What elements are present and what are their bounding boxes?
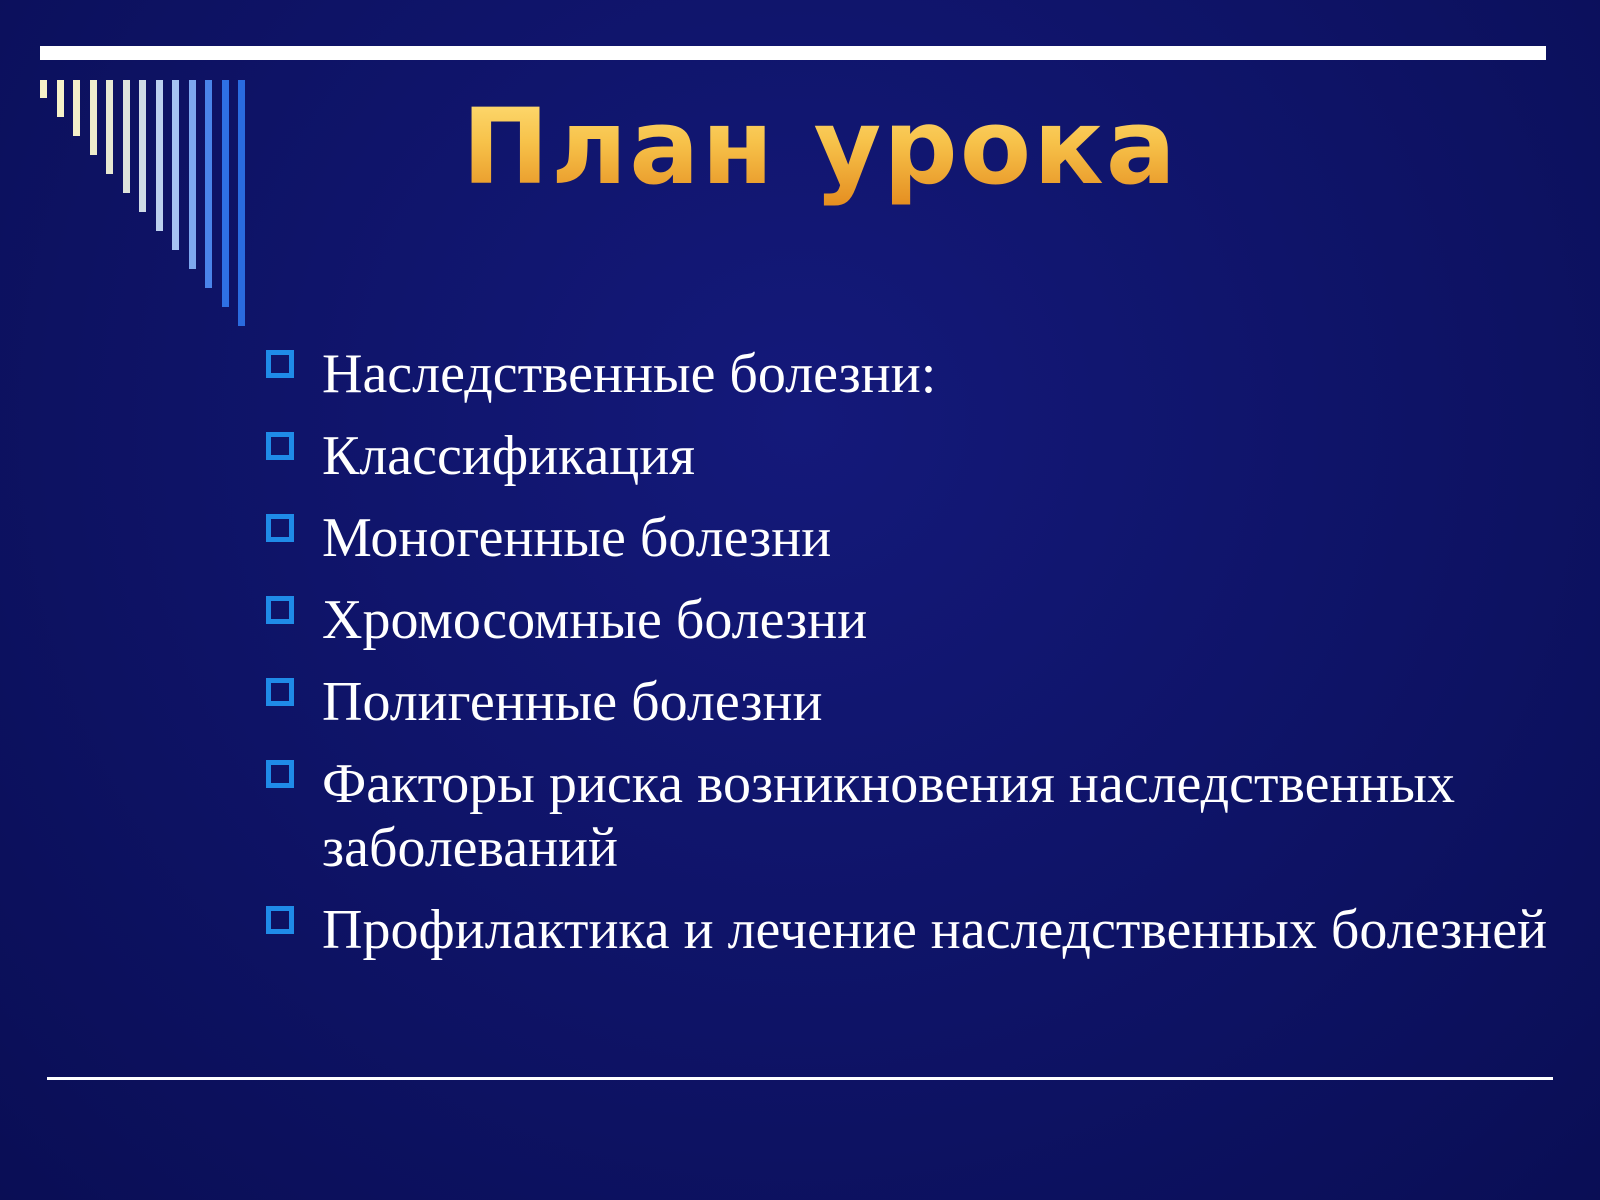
bullet-item bbox=[266, 752, 1566, 880]
bullet-text: Наследственные болезни: bbox=[322, 343, 937, 405]
bullet-text: Полигенные болезни bbox=[322, 671, 823, 733]
square-bullet-icon bbox=[266, 760, 294, 788]
square-bullet-icon bbox=[266, 350, 294, 378]
bullet-item bbox=[266, 342, 1566, 406]
bullet-text: Профилактика и лечение наследственных болезней bbox=[322, 899, 1548, 961]
top-rule bbox=[40, 46, 1546, 60]
square-bullet-icon bbox=[266, 678, 294, 706]
square-bullet-icon bbox=[266, 432, 294, 460]
bullet-text: Моногенные болезни bbox=[322, 507, 832, 569]
bullet-list bbox=[266, 342, 1566, 980]
square-bullet-icon bbox=[266, 596, 294, 624]
bullet-item bbox=[266, 588, 1566, 652]
square-bullet-icon bbox=[266, 906, 294, 934]
bullet-item bbox=[266, 670, 1566, 734]
bottom-rule bbox=[47, 1077, 1553, 1080]
bullet-item bbox=[266, 898, 1566, 962]
slide-title: План урока bbox=[0, 88, 1600, 208]
bullet-text: Хромосомные болезни bbox=[322, 589, 868, 651]
bullet-item bbox=[266, 424, 1566, 488]
bullet-item bbox=[266, 506, 1566, 570]
square-bullet-icon bbox=[266, 514, 294, 542]
bullet-text: Факторы риска возникновения наследственных заболеваний bbox=[322, 753, 1456, 879]
bullet-text: Классификация bbox=[322, 425, 695, 487]
